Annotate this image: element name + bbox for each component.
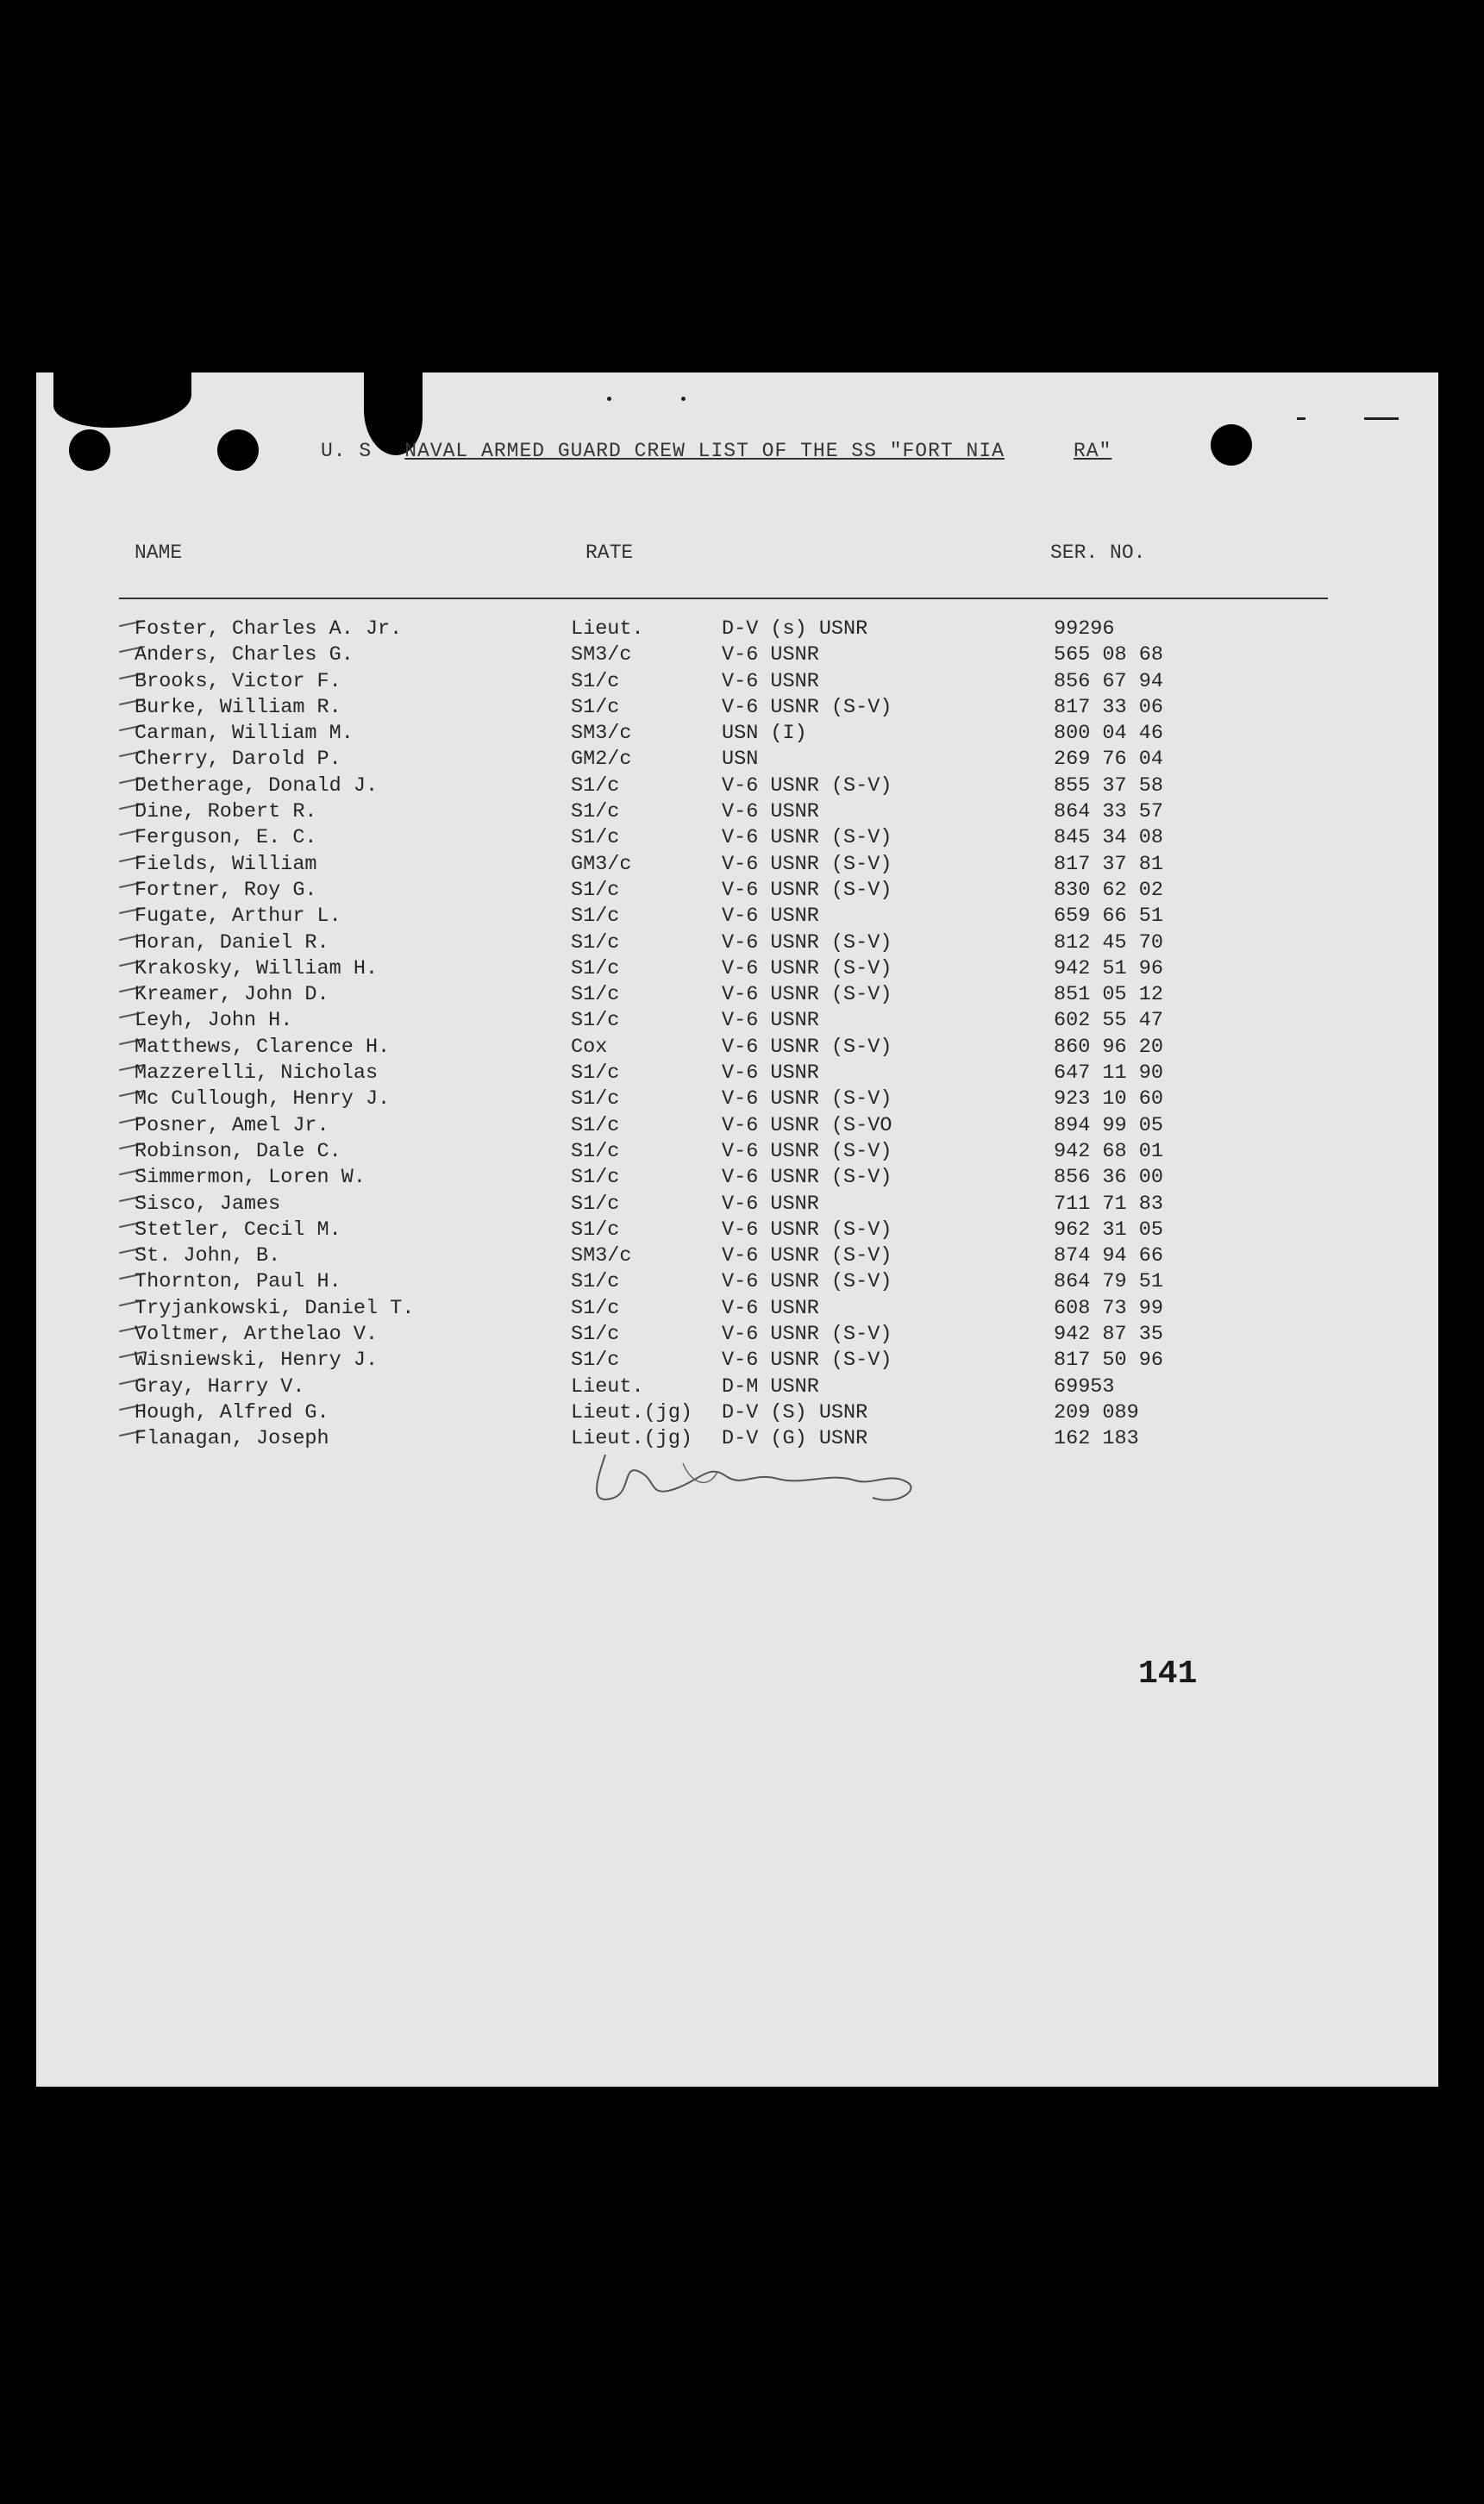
crew-classification: V-6 USNR (722, 1061, 819, 1086)
crew-row (36, 1140, 1438, 1166)
crew-rate: S1/c (571, 1218, 620, 1242)
crew-row (36, 1114, 1438, 1140)
crew-classification: V-6 USNR (722, 1192, 819, 1216)
crew-rate: S1/c (571, 669, 620, 693)
crew-row (36, 643, 1438, 669)
crew-classification: V-6 USNR (S-VO (722, 1113, 892, 1137)
crew-serial-number: 800 04 46 (1054, 722, 1163, 746)
crew-row (36, 957, 1438, 983)
crew-classification: V-6 USNR (S-V) (722, 1035, 892, 1059)
header-divider (119, 598, 1328, 599)
crew-serial-number: 817 50 96 (1054, 1349, 1163, 1373)
crew-serial-number: 817 33 06 (1054, 695, 1163, 719)
crew-row (36, 1218, 1438, 1244)
crew-rate: GM3/c (571, 852, 632, 876)
crew-row (36, 1193, 1438, 1218)
crew-serial-number: 894 99 05 (1054, 1113, 1163, 1137)
crew-serial-number: 855 37 58 (1054, 773, 1163, 798)
crew-rate: S1/c (571, 930, 620, 955)
crew-name: Dine, Robert R. (135, 800, 317, 824)
crew-row (36, 1244, 1438, 1270)
crew-rate: S1/c (571, 956, 620, 980)
crew-serial-number: 162 183 (1054, 1427, 1139, 1451)
crew-name: Posner, Amel Jr. (135, 1113, 329, 1137)
crew-rate: S1/c (571, 905, 620, 929)
crew-name: Fortner, Roy G. (135, 878, 317, 902)
crew-serial-number: 845 34 08 (1054, 826, 1163, 850)
crew-rate: SM3/c (571, 1244, 632, 1268)
crew-classification: V-6 USNR (722, 669, 819, 693)
crew-rate: SM3/c (571, 722, 632, 746)
ink-blot-left (53, 372, 191, 428)
crew-rate: S1/c (571, 1009, 620, 1033)
crew-serial-number: 209 089 (1054, 1400, 1139, 1424)
crew-rate: S1/c (571, 695, 620, 719)
crew-name: Anders, Charles G. (135, 643, 354, 667)
crew-serial-number: 711 71 83 (1054, 1192, 1163, 1216)
crew-rate: S1/c (571, 1139, 620, 1163)
crew-row (36, 826, 1438, 852)
crew-serial-number: 817 37 81 (1054, 852, 1163, 876)
crew-name: Burke, William R. (135, 695, 341, 719)
crew-row (36, 1087, 1438, 1113)
crew-serial-number: 864 79 51 (1054, 1270, 1163, 1294)
crew-row (36, 1323, 1438, 1349)
crew-name: Fields, William (135, 852, 317, 876)
crew-name: Kreamer, John D. (135, 983, 329, 1007)
punch-hole-left-2 (217, 429, 259, 471)
ink-speck (681, 397, 686, 401)
crew-rate: S1/c (571, 1061, 620, 1086)
crew-rate: S1/c (571, 983, 620, 1007)
crew-name: Voltmer, Arthelao V. (135, 1323, 379, 1347)
crew-classification: D-M USNR (722, 1374, 819, 1399)
crew-classification: USN (I) (722, 722, 807, 746)
crew-name: Horan, Daniel R. (135, 930, 329, 955)
crew-classification: V-6 USNR (S-V) (722, 1244, 892, 1268)
crew-rate: Lieut.(jg) (571, 1427, 693, 1451)
crew-serial-number: 856 36 00 (1054, 1166, 1163, 1190)
crew-rate: S1/c (571, 1323, 620, 1347)
crew-classification: V-6 USNR (S-V) (722, 878, 892, 902)
page-number: 141 (1138, 1656, 1198, 1693)
crew-rate: S1/c (571, 1270, 620, 1294)
crew-serial-number: 942 87 35 (1054, 1323, 1163, 1347)
crew-name: Krakosky, William H. (135, 956, 379, 980)
crew-serial-number: 856 67 94 (1054, 669, 1163, 693)
crew-classification: V-6 USNR (S-V) (722, 1218, 892, 1242)
crew-serial-number: 565 08 68 (1054, 643, 1163, 667)
crew-name: Gray, Harry V. (135, 1374, 305, 1399)
crew-name: Detherage, Donald J. (135, 773, 379, 798)
crew-classification: V-6 USNR (S-V) (722, 1323, 892, 1347)
crew-rate: S1/c (571, 1192, 620, 1216)
crew-row (36, 1349, 1438, 1374)
crew-serial-number: 942 51 96 (1054, 956, 1163, 980)
crew-classification: V-6 USNR (722, 1296, 819, 1320)
crew-serial-number: 962 31 05 (1054, 1218, 1163, 1242)
title-main: NAVAL ARMED GUARD CREW LIST OF THE SS "FORT NIA (404, 440, 1005, 462)
crew-serial-number: 269 76 04 (1054, 748, 1163, 772)
crew-name: Matthews, Clarence H. (135, 1035, 391, 1059)
crew-serial-number: 69953 (1054, 1374, 1115, 1399)
crew-classification: V-6 USNR (S-V) (722, 1270, 892, 1294)
crew-serial-number: 851 05 12 (1054, 983, 1163, 1007)
crew-name: Robinson, Dale C. (135, 1139, 341, 1163)
column-header-name: NAME (135, 541, 183, 564)
crew-classification: USN (722, 748, 759, 772)
crew-classification: V-6 USNR (722, 905, 819, 929)
crew-classification: V-6 USNR (722, 643, 819, 667)
crew-serial-number: 812 45 70 (1054, 930, 1163, 955)
crew-row (36, 931, 1438, 957)
crew-serial-number: 923 10 60 (1054, 1087, 1163, 1111)
crew-row (36, 1375, 1438, 1401)
ink-speck (1364, 417, 1399, 420)
crew-name: Sisco, James (135, 1192, 281, 1216)
crew-rate: S1/c (571, 1349, 620, 1373)
crew-classification: V-6 USNR (S-V) (722, 983, 892, 1007)
crew-row (36, 879, 1438, 905)
crew-classification: V-6 USNR (722, 1009, 819, 1033)
crew-name: Mc Cullough, Henry J. (135, 1087, 391, 1111)
crew-row (36, 905, 1438, 930)
crew-row (36, 800, 1438, 826)
crew-rate: S1/c (571, 1113, 620, 1137)
crew-name: Flanagan, Joseph (135, 1427, 329, 1451)
crew-serial-number: 874 94 66 (1054, 1244, 1163, 1268)
crew-row (36, 1270, 1438, 1296)
crew-classification: V-6 USNR (S-V) (722, 852, 892, 876)
crew-classification: D-V (s) USNR (722, 617, 868, 641)
crew-serial-number: 647 11 90 (1054, 1061, 1163, 1086)
column-header-serial: SER. NO. (1050, 541, 1146, 564)
crew-rate: SM3/c (571, 643, 632, 667)
crew-name: Wisniewski, Henry J. (135, 1349, 379, 1373)
crew-classification: V-6 USNR (S-V) (722, 773, 892, 798)
crew-serial-number: 942 68 01 (1054, 1139, 1163, 1163)
crew-serial-number: 830 62 02 (1054, 878, 1163, 902)
crew-rate: Lieut. (571, 617, 644, 641)
crew-classification: V-6 USNR (S-V) (722, 956, 892, 980)
crew-classification: V-6 USNR (S-V) (722, 1139, 892, 1163)
crew-serial-number: 602 55 47 (1054, 1009, 1163, 1033)
crew-rate: S1/c (571, 826, 620, 850)
crew-serial-number: 864 33 57 (1054, 800, 1163, 824)
crew-row (36, 748, 1438, 773)
crew-serial-number: 99296 (1054, 617, 1115, 641)
crew-rate: S1/c (571, 800, 620, 824)
ink-speck (1297, 417, 1306, 420)
crew-name: Mazzerelli, Nicholas (135, 1061, 379, 1086)
crew-name: Fugate, Arthur L. (135, 905, 341, 929)
crew-serial-number: 860 96 20 (1054, 1035, 1163, 1059)
crew-row (36, 1297, 1438, 1323)
crew-rate: S1/c (571, 878, 620, 902)
crew-name: Thornton, Paul H. (135, 1270, 341, 1294)
crew-classification: V-6 USNR (S-V) (722, 1166, 892, 1190)
crew-serial-number: 659 66 51 (1054, 905, 1163, 929)
document-page (36, 372, 1438, 2087)
crew-name: Hough, Alfred G. (135, 1400, 329, 1424)
crew-classification: V-6 USNR (S-V) (722, 1349, 892, 1373)
crew-row (36, 670, 1438, 696)
handwritten-signature (579, 1446, 942, 1515)
crew-row (36, 853, 1438, 879)
crew-name: Leyh, John H. (135, 1009, 293, 1033)
document-title (321, 440, 1111, 462)
crew-serial-number: 608 73 99 (1054, 1296, 1163, 1320)
crew-name: Foster, Charles A. Jr. (135, 617, 403, 641)
crew-classification: V-6 USNR (S-V) (722, 695, 892, 719)
crew-name: St. John, B. (135, 1244, 281, 1268)
punch-hole-right (1211, 424, 1252, 466)
crew-classification: V-6 USNR (S-V) (722, 930, 892, 955)
crew-rate: Lieut. (571, 1374, 644, 1399)
crew-classification: D-V (G) USNR (722, 1427, 868, 1451)
crew-row (36, 774, 1438, 800)
crew-row (36, 1061, 1438, 1087)
crew-row (36, 1036, 1438, 1061)
crew-rate: Cox (571, 1035, 608, 1059)
crew-row (36, 722, 1438, 748)
crew-row (36, 1401, 1438, 1427)
crew-rate: S1/c (571, 1296, 620, 1320)
crew-rate: S1/c (571, 773, 620, 798)
crew-row (36, 1009, 1438, 1035)
crew-row (36, 1166, 1438, 1192)
punch-hole-left-1 (69, 429, 110, 471)
crew-rate: Lieut.(jg) (571, 1400, 693, 1424)
crew-rate: GM2/c (571, 748, 632, 772)
crew-name: Stetler, Cecil M. (135, 1218, 341, 1242)
crew-rate: S1/c (571, 1166, 620, 1190)
crew-name: Tryjankowski, Daniel T. (135, 1296, 415, 1320)
crew-classification: V-6 USNR (S-V) (722, 1087, 892, 1111)
crew-rate: S1/c (571, 1087, 620, 1111)
crew-name: Ferguson, E. C. (135, 826, 317, 850)
crew-classification: V-6 USNR (S-V) (722, 826, 892, 850)
crew-row (36, 696, 1438, 722)
title-prefix: U. S (321, 440, 373, 462)
crew-classification: V-6 USNR (722, 800, 819, 824)
crew-name: Brooks, Victor F. (135, 669, 341, 693)
title-suffix: RA" (1073, 440, 1112, 462)
crew-row (36, 617, 1438, 643)
crew-name: Carman, William M. (135, 722, 354, 746)
crew-row (36, 983, 1438, 1009)
crew-name: Simmermon, Loren W. (135, 1166, 366, 1190)
ink-speck (607, 397, 611, 401)
crew-list (36, 617, 1438, 1454)
crew-name: Cherry, Darold P. (135, 748, 341, 772)
crew-classification: D-V (S) USNR (722, 1400, 868, 1424)
column-header-rate: RATE (585, 541, 634, 564)
